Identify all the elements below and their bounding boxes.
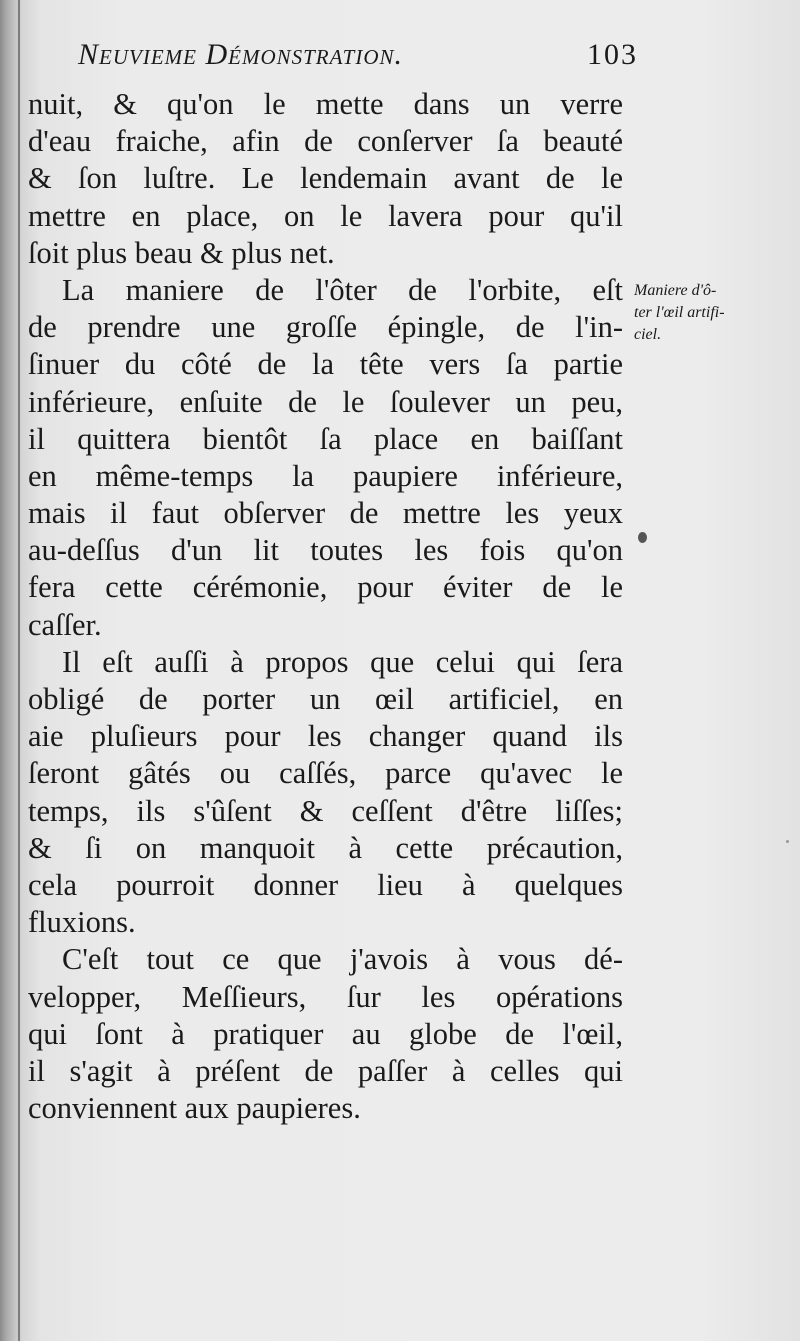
- marginal-note: [634, 280, 794, 346]
- paragraph: [28, 644, 623, 942]
- text-line: temps, ils s'ûſent & ceſſent d'être liſſes;: [28, 793, 623, 828]
- text-line: de prendre une groſſe épingle, de l'in-: [28, 310, 623, 345]
- text-line: & ſon luſtre. Le lendemain avant de le: [28, 161, 623, 196]
- ink-speck: [638, 532, 647, 543]
- body-text: [28, 86, 623, 1127]
- text-line: mais il faut obſerver de mettre les yeux: [28, 496, 623, 531]
- text-line: qui ſont à pratiquer au globe de l'œil,: [28, 1016, 623, 1051]
- paragraph: [28, 941, 623, 1127]
- text-line: fluxions.: [28, 905, 136, 940]
- page-number: 103: [587, 38, 638, 71]
- text-line: & ſi on manquoit à cette précaution,: [28, 830, 623, 865]
- text-line: La maniere de l'ôter de l'orbite, eſt: [62, 272, 623, 307]
- running-head: Neuvieme Démonstration.: [78, 38, 404, 71]
- text-line: inférieure, enſuite de le ſoulever un peu,: [28, 384, 623, 419]
- page-header: [78, 38, 638, 88]
- text-line: ſinuer du côté de la tête vers ſa partie: [28, 347, 623, 382]
- text-line: C'eſt tout ce que j'avois à vous dé-: [62, 942, 623, 977]
- text-line: d'eau fraiche, afin de conſerver ſa beauté: [28, 124, 623, 159]
- text-line: il s'agit à préſent de paſſer à celles qui: [28, 1053, 623, 1088]
- text-line: au-deſſus d'un lit toutes les fois qu'on: [28, 533, 623, 568]
- text-line: ſoit plus beau & plus net.: [28, 235, 335, 270]
- text-line: cela pourroit donner lieu à quelques: [28, 867, 623, 902]
- text-line: ſeront gâtés ou caſſés, parce qu'avec le: [28, 756, 623, 791]
- text-line: il quittera bientôt ſa place en baiſſant: [28, 421, 623, 456]
- text-line: aie pluſieurs pour les changer quand ils: [28, 719, 623, 754]
- text-line: Il eſt auſſi à propos que celui qui ſera: [62, 644, 623, 679]
- text-line: en même-temps la paupiere inférieure,: [28, 458, 623, 493]
- marginal-note-line: ter l'œil artifi-: [634, 304, 725, 321]
- paragraph: [28, 86, 623, 272]
- text-line: fera cette cérémonie, pour éviter de le: [28, 570, 623, 605]
- text-line: obligé de porter un œil artificiel, en: [28, 682, 623, 716]
- paragraph: [28, 272, 623, 644]
- marginal-note-line: ciel.: [634, 326, 662, 343]
- text-line: nuit, & qu'on le mette dans un verre: [28, 87, 623, 121]
- spine-line: [18, 0, 20, 1341]
- marginal-note-line: Maniere d'ô-: [634, 282, 717, 299]
- ink-speck: [786, 840, 789, 843]
- text-line: caſſer.: [28, 607, 102, 642]
- text-line: velopper, Meſſieurs, ſur les opérations: [28, 979, 623, 1014]
- text-line: conviennent aux paupieres.: [28, 1091, 361, 1126]
- text-line: mettre en place, on le lavera pour qu'il: [28, 198, 623, 233]
